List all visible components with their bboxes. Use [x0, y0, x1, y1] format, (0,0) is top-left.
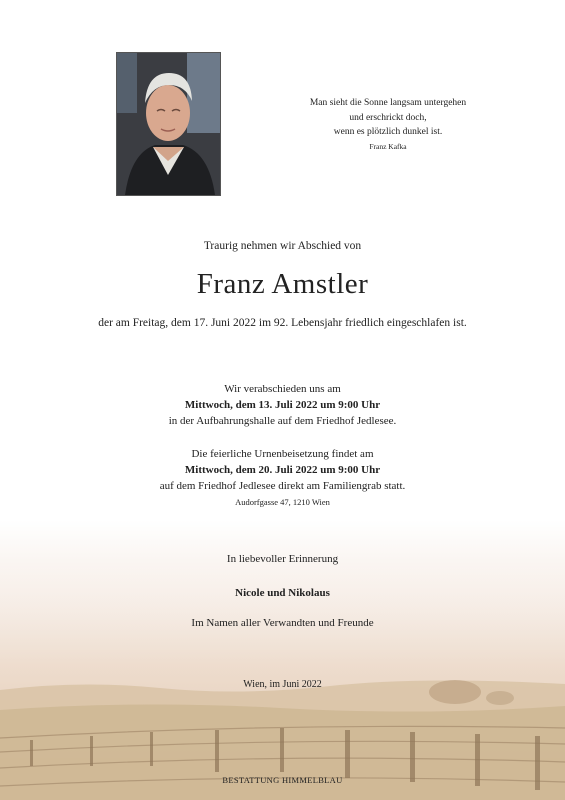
- quote-line-3: wenn es plötzlich dunkel ist.: [333, 127, 443, 137]
- family-names: Nicole und Nikolaus: [235, 587, 330, 599]
- farewell-block: [0, 381, 565, 429]
- farewell-date: Mittwoch, dem 13. Juli 2022 um 9:00 Uhr: [184, 399, 381, 411]
- intro-text: Traurig nehmen wir Abschied von: [203, 240, 362, 252]
- relatives-text: Im Namen aller Verwandten und Freunde: [191, 617, 374, 629]
- place-date: Wien, im Juni 2022: [243, 679, 322, 690]
- deceased-portrait: [117, 53, 220, 195]
- farewell-intro: Wir verabschieden uns am: [224, 383, 341, 395]
- urn-date: Mittwoch, dem 20. Juli 2022 um 9:00 Uhr: [184, 464, 381, 476]
- cemetery-address: Audorfgasse 47, 1210 Wien: [235, 497, 330, 507]
- death-notice: der am Freitag, dem 17. Juni 2022 im 92. Lebensjahr friedlich eingeschlafen ist.: [98, 317, 467, 329]
- urn-intro: Die feierliche Urnenbeisetzung findet am: [191, 448, 374, 460]
- urn-location: auf dem Friedhof Jedlesee direkt am Familiengrab statt.: [159, 480, 406, 492]
- quote-author: Franz Kafka: [369, 141, 407, 151]
- quote-line-1: Man sieht die Sonne langsam untergehen: [309, 98, 467, 108]
- memory-text: In liebevoller Erinnerung: [226, 553, 339, 565]
- deceased-name: Franz Amstler: [196, 268, 369, 300]
- undertaker-name: BESTATTUNG HIMMELBLAU: [222, 775, 343, 785]
- quote-line-2: und erschrickt doch,: [349, 112, 427, 123]
- farewell-location: in der Aufbahrungshalle auf dem Friedhof Jedlesee.: [168, 415, 397, 427]
- kafka-quote: [300, 96, 476, 154]
- urn-burial-block: [0, 446, 565, 510]
